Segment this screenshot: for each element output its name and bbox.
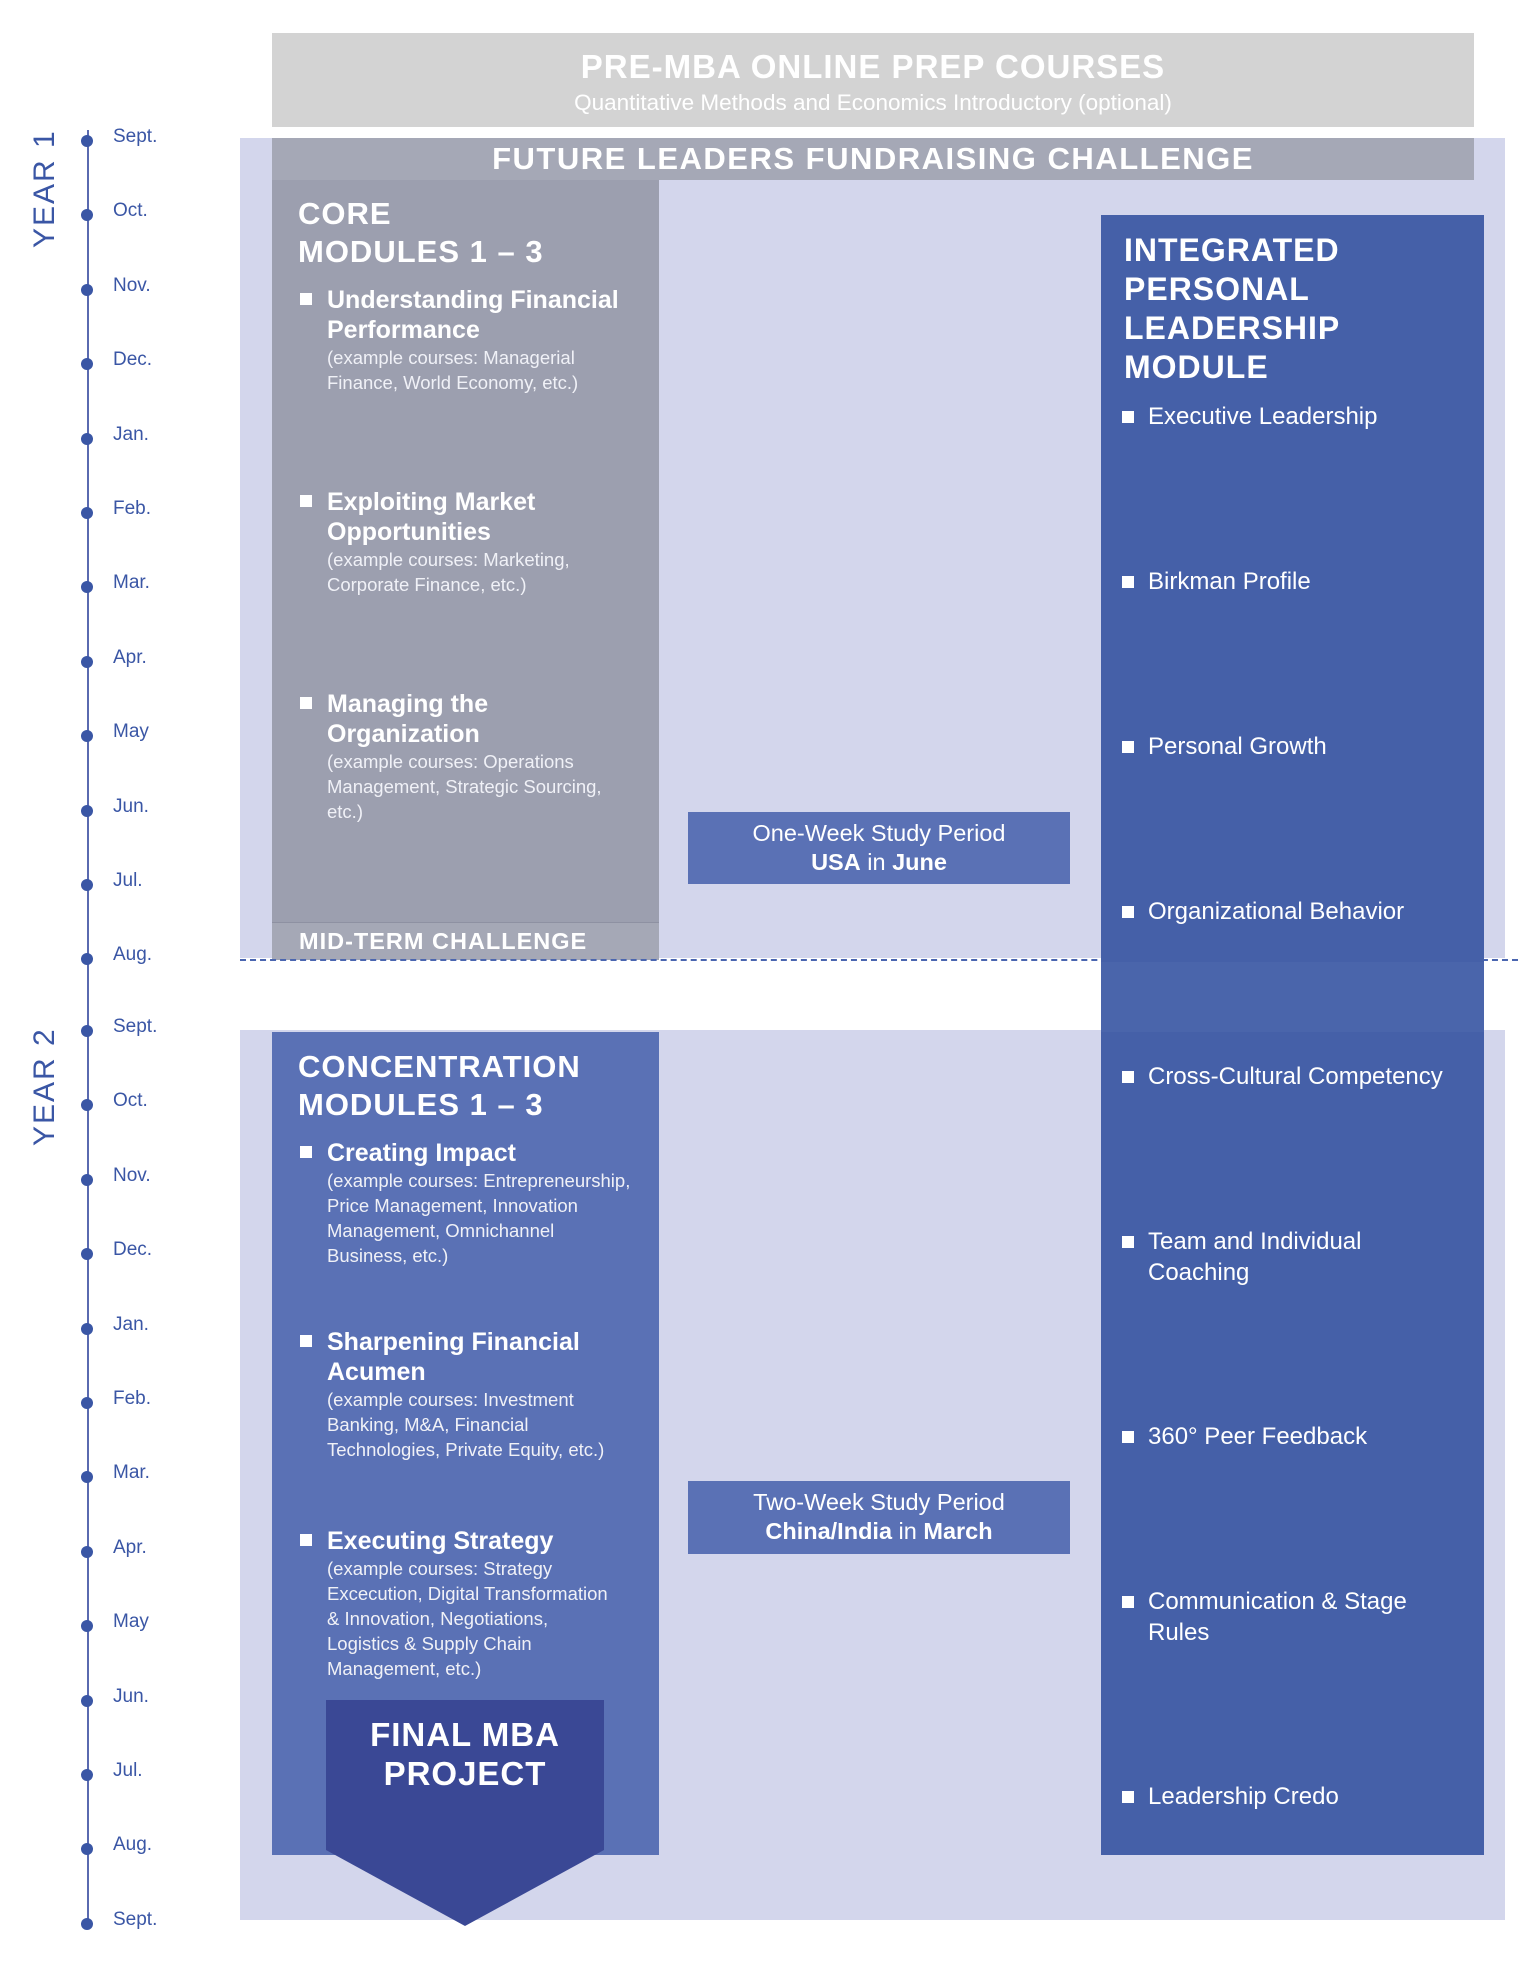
- timeline-month-year1: Jun.: [113, 795, 149, 817]
- timeline-dot-icon: [81, 433, 93, 445]
- timeline-dot-icon: [81, 1025, 93, 1037]
- timeline-dot-icon: [81, 730, 93, 742]
- timeline-dot-icon: [81, 879, 93, 891]
- timeline-month-year1: Mar.: [113, 572, 150, 594]
- timeline-dot-icon: [81, 805, 93, 817]
- study-period-usa-line1: One-Week Study Period: [752, 820, 1006, 846]
- concentration-item-examples: Management, etc.): [327, 1658, 482, 1679]
- timeline-dot-icon: [81, 284, 93, 296]
- prep-courses-subtitle: Quantitative Methods and Economics Introductory (optional): [574, 90, 1172, 115]
- ipl-item-text: Cross-Cultural Competency: [1148, 1063, 1443, 1090]
- timeline-month-year1: Feb.: [113, 498, 152, 519]
- ipl-year-gap-band: [1101, 962, 1484, 1032]
- timeline-dot-icon: [81, 1248, 93, 1260]
- concentration-item-title: Sharpening Financial: [327, 1328, 580, 1356]
- timeline-dot-icon: [81, 1397, 93, 1409]
- timeline-dot-icon: [81, 1620, 93, 1632]
- ipl-module-title: [1124, 231, 1340, 387]
- bullet-square-icon: [1122, 1236, 1134, 1248]
- ipl-item-text: Leadership Credo: [1148, 1783, 1339, 1810]
- concentration-item-examples: Excecution, Digital Transformation: [327, 1583, 608, 1604]
- study-location: USA: [811, 849, 861, 875]
- study-period-usa: [688, 812, 1070, 884]
- core-item-examples: (example courses: Operations: [327, 751, 574, 772]
- timeline-dot-icon: [81, 1843, 93, 1855]
- concentration-item-examples: Price Management, Innovation: [327, 1195, 578, 1216]
- concentration-item-financial-acumen: [300, 1327, 662, 1462]
- timeline-month-year2: Oct.: [113, 1090, 148, 1112]
- ipl-title-line: LEADERSHIP: [1124, 310, 1341, 346]
- core-item-title: Opportunities: [327, 518, 491, 546]
- timeline-dot-icon: [81, 1471, 93, 1483]
- concentration-item-examples: (example courses: Entrepreneurship,: [327, 1170, 631, 1191]
- ipl-item-text: Coaching: [1148, 1259, 1250, 1286]
- timeline-dot-icon: [81, 581, 93, 593]
- ipl-item-coaching: [1122, 1226, 1482, 1288]
- ipl-item-birkman-profile: [1122, 566, 1482, 597]
- timeline-dot-icon: [81, 656, 93, 668]
- prep-courses-title: PRE-MBA ONLINE PREP COURSES: [580, 48, 1166, 85]
- ipl-title-line: PERSONAL: [1124, 271, 1310, 307]
- concentration-item-title: Creating Impact: [327, 1139, 516, 1167]
- bullet-square-icon: [300, 697, 312, 709]
- ipl-item-text: Communication & Stage: [1148, 1588, 1407, 1615]
- timeline-month-year1: Jul.: [113, 870, 143, 891]
- timeline-dot-icon: [81, 1769, 93, 1781]
- mid-term-challenge-banner: [272, 922, 659, 960]
- core-item-examples: etc.): [327, 801, 363, 822]
- ipl-item-executive-leadership: [1122, 401, 1482, 432]
- study-location: China/India: [765, 1518, 893, 1544]
- timeline-dot-icon: [81, 135, 93, 147]
- bullet-square-icon: [1122, 1071, 1134, 1083]
- timeline-month-year2: Jan.: [113, 1313, 149, 1335]
- timeline-dot-icon: [81, 953, 93, 965]
- timeline-dot-icon: [81, 507, 93, 519]
- concentration-item-examples: Management, Omnichannel: [327, 1220, 555, 1241]
- ipl-item-organizational-behavior: [1122, 896, 1482, 927]
- concentration-item-examples: Technologies, Private Equity, etc.): [327, 1439, 605, 1460]
- timeline-dot-icon: [81, 1174, 93, 1186]
- ipl-item-text: Organizational Behavior: [1148, 898, 1405, 925]
- core-item-title: Performance: [327, 316, 480, 344]
- year1-label: YEAR 1: [28, 129, 61, 248]
- bullet-square-icon: [1122, 576, 1134, 588]
- timeline-dot-icon: [81, 358, 93, 370]
- bullet-square-icon: [300, 1146, 312, 1158]
- concentration-item-executing-strategy: [300, 1526, 662, 1681]
- concentration-item-examples: & Innovation, Negotiations,: [327, 1608, 549, 1629]
- timeline-month-year2: Aug.: [113, 1834, 153, 1856]
- core-item-market-opportunities: [300, 487, 650, 597]
- timeline-month-year1: Nov.: [113, 274, 151, 296]
- bullet-square-icon: [1122, 906, 1134, 918]
- core-item-title: Exploiting Market: [327, 488, 536, 516]
- mid-term-challenge-title: MID-TERM CHALLENGE: [299, 928, 588, 954]
- concentration-item-examples: (example courses: Strategy: [327, 1558, 553, 1579]
- ipl-title-line: MODULE: [1124, 349, 1269, 385]
- concentration-title-line2: MODULES 1 – 3: [298, 1087, 544, 1122]
- concentration-item-examples: Business, etc.): [327, 1245, 449, 1266]
- study-connector: in: [860, 849, 893, 875]
- concentration-item-examples: Banking, M&A, Financial: [327, 1414, 529, 1435]
- timeline-month-year2: Mar.: [113, 1462, 150, 1484]
- study-period-china-line2: [688, 1517, 1070, 1546]
- timeline-dot-icon: [81, 1695, 93, 1707]
- core-item-examples: (example courses: Marketing,: [327, 549, 570, 570]
- ipl-item-communication: [1122, 1586, 1482, 1648]
- core-item-examples: Management, Strategic Sourcing,: [327, 776, 602, 797]
- concentration-item-examples: (example courses: Investment: [327, 1389, 574, 1410]
- final-project-label: [326, 1715, 604, 1793]
- concentration-item-title: Acumen: [327, 1358, 426, 1386]
- core-item-title: Understanding Financial: [327, 286, 619, 314]
- concentration-item-creating-impact: [300, 1138, 662, 1268]
- core-item-examples: (example courses: Managerial: [327, 347, 575, 368]
- timeline-month-year1: Apr.: [113, 646, 147, 668]
- prep-courses-banner: [272, 33, 1474, 127]
- timeline-month-year1: Jan.: [113, 423, 149, 445]
- concentration-item-examples: Logistics & Supply Chain: [327, 1633, 532, 1654]
- bullet-square-icon: [300, 495, 312, 507]
- core-title-line1: CORE: [298, 196, 392, 231]
- ipl-item-text: Personal Growth: [1148, 733, 1327, 760]
- core-item-financial-performance: [300, 285, 650, 395]
- timeline-dot-icon: [81, 1546, 93, 1558]
- study-period-china-india: [688, 1481, 1070, 1554]
- bullet-square-icon: [300, 293, 312, 305]
- timeline-month-year1: May: [113, 721, 149, 743]
- core-modules-title: [298, 195, 544, 271]
- core-item-examples: Corporate Finance, etc.): [327, 574, 527, 595]
- study-period-china-line1: Two-Week Study Period: [753, 1489, 1005, 1515]
- timeline-month-year1: Dec.: [113, 349, 153, 371]
- ipl-item-text: Executive Leadership: [1148, 403, 1378, 430]
- bullet-square-icon: [300, 1534, 312, 1546]
- core-item-title: Organization: [327, 720, 480, 748]
- bullet-square-icon: [1122, 741, 1134, 753]
- study-connector: in: [892, 1518, 924, 1544]
- fundraising-challenge-title: FUTURE LEADERS FUNDRAISING CHALLENGE: [492, 141, 1254, 176]
- timeline-month-year2: Nov.: [113, 1164, 151, 1186]
- timeline-month-year1: Aug.: [113, 944, 153, 966]
- timeline-dot-icon: [81, 1918, 93, 1930]
- final-project-line1: FINAL MBA: [370, 1716, 560, 1753]
- study-month: March: [923, 1518, 993, 1544]
- fundraising-challenge-banner: [272, 138, 1474, 180]
- ipl-item-text: 360° Peer Feedback: [1148, 1423, 1368, 1450]
- timeline-month-year1: Oct.: [113, 200, 148, 222]
- timeline-dot-icon: [81, 209, 93, 221]
- core-item-managing-organization: [300, 689, 650, 824]
- timeline-month-year2: Apr.: [113, 1536, 147, 1558]
- bullet-square-icon: [300, 1335, 312, 1347]
- ipl-item-peer-feedback: [1122, 1421, 1482, 1452]
- timeline-dot-icon: [81, 1323, 93, 1335]
- bullet-square-icon: [1122, 1791, 1134, 1803]
- timeline-month-year2: Feb.: [113, 1388, 152, 1409]
- ipl-item-cross-cultural: [1122, 1061, 1482, 1092]
- concentration-item-title: Executing Strategy: [327, 1527, 554, 1555]
- ipl-item-text: Rules: [1148, 1619, 1210, 1646]
- concentration-title-line1: CONCENTRATION: [298, 1049, 581, 1084]
- timeline-month-year2: Dec.: [113, 1239, 153, 1261]
- final-project-line2: PROJECT: [383, 1755, 547, 1792]
- core-title-line2: MODULES 1 – 3: [298, 234, 544, 269]
- concentration-modules-title: [298, 1048, 581, 1124]
- core-item-title: Managing the: [327, 690, 489, 718]
- bullet-square-icon: [1122, 1431, 1134, 1443]
- year2-label: YEAR 2: [28, 1027, 61, 1146]
- timeline-month-year2: Jul.: [113, 1760, 143, 1781]
- timeline-month-year2: Jun.: [113, 1685, 149, 1707]
- timeline-month-year2: Sept.: [113, 1908, 158, 1930]
- timeline-month-year2: Sept.: [113, 1016, 158, 1037]
- ipl-item-text: Team and Individual: [1148, 1228, 1362, 1255]
- ipl-item-leadership-credo: [1122, 1781, 1482, 1812]
- timeline-month-year1: Sept.: [113, 126, 158, 147]
- timeline-month-year2: May: [113, 1611, 149, 1633]
- study-month: June: [892, 849, 947, 875]
- bullet-square-icon: [1122, 1596, 1134, 1608]
- timeline-dot-icon: [81, 1099, 93, 1111]
- bullet-square-icon: [1122, 411, 1134, 423]
- core-item-examples: Finance, World Economy, etc.): [327, 372, 579, 393]
- ipl-item-personal-growth: [1122, 731, 1482, 762]
- ipl-title-line: INTEGRATED: [1124, 232, 1340, 268]
- study-period-usa-line2: [688, 848, 1070, 877]
- ipl-item-text: Birkman Profile: [1148, 568, 1311, 595]
